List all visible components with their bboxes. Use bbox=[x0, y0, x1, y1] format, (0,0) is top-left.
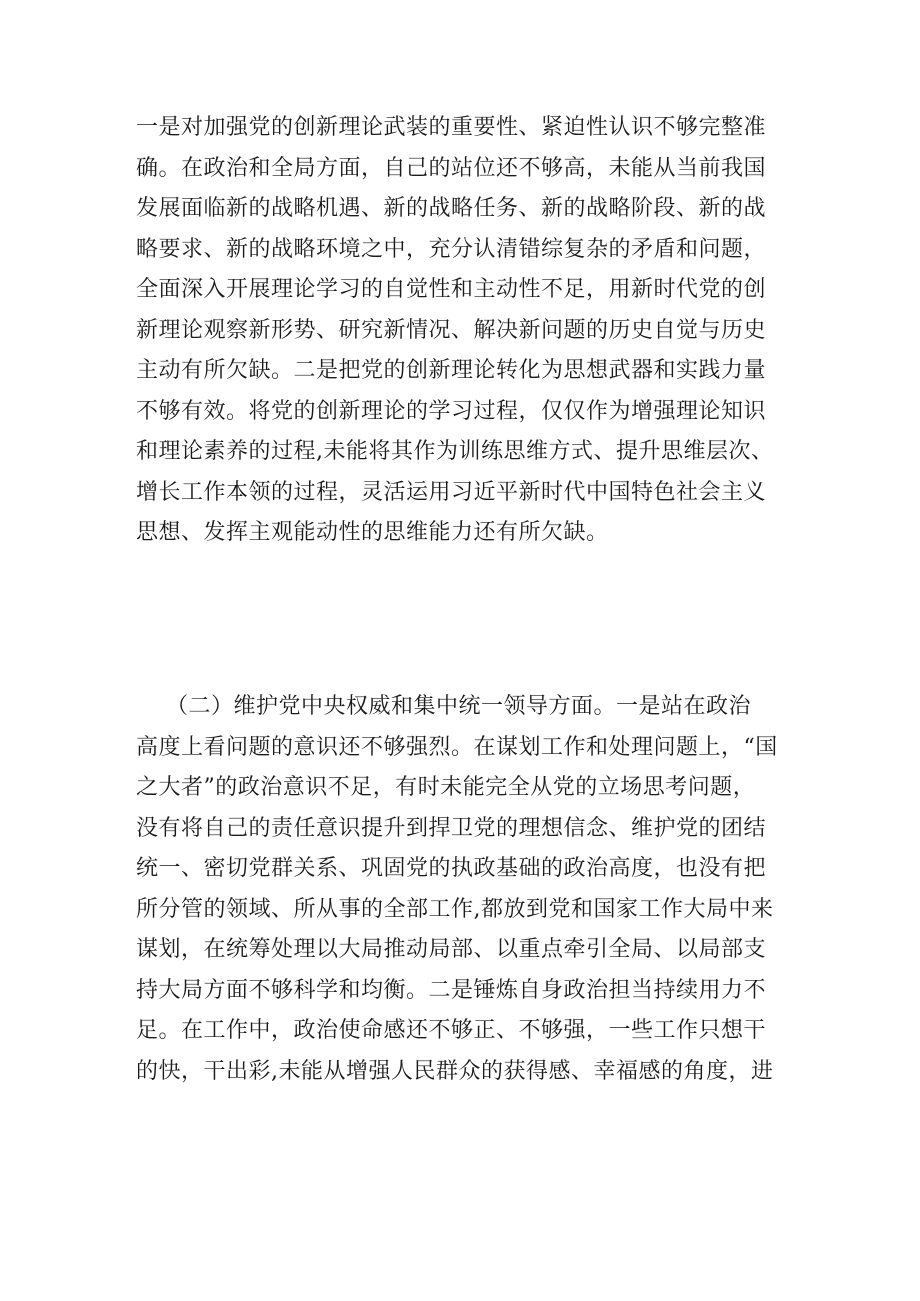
text-line: 的快，干出彩,未能从增强人民群众的获得感、幸福感的角度，进 bbox=[136, 1058, 774, 1084]
text-line: 统一、密切党群关系、巩固党的执政基础的政治高度，也没有把 bbox=[136, 856, 767, 881]
paragraph-1 bbox=[136, 108, 796, 554]
text-line: 主动有所欠缺。二是把党的创新理论转化为思想武器和实践力量 bbox=[136, 358, 767, 383]
text-line: 没有将自己的责任意识提升到捍卫党的理想信念、维护党的团结 bbox=[136, 815, 767, 841]
text-line: 略要求、新的战略环境之中，充分认清错综复杂的矛盾和问题， bbox=[136, 236, 767, 262]
text-line: （二）维护党中央权威和集中统一领导方面。一是站在政治 bbox=[136, 694, 751, 719]
text-line: 高度上看问题的意识还不够强烈。在谋划工作和处理问题上，“国 bbox=[136, 734, 778, 760]
paragraph-2 bbox=[136, 687, 796, 1092]
text-line: 足。在工作中，政治使命感还不够正、不够强，一些工作只想干 bbox=[136, 1018, 767, 1043]
text-line: 思想、发挥主观能动性的思维能力还有所欠缺。 bbox=[136, 520, 609, 545]
text-line: 所分管的领域、所从事的全部工作,都放到党和国家工作大局中来 bbox=[136, 896, 774, 922]
text-line: 全面深入开展理论学习的自觉性和主动性不足，用新时代党的创 bbox=[136, 277, 767, 302]
text-line: 增长工作本领的过程，灵活运用习近平新时代中国特色社会主义 bbox=[136, 479, 767, 505]
text-line: 不够有效。将党的创新理论的学习过程，仅仅作为增强理论知识 bbox=[136, 398, 767, 424]
text-line: 发展面临新的战略机遇、新的战略任务、新的战略阶段、新的战 bbox=[136, 196, 767, 221]
text-line: 之大者”的政治意识不足，有时未能完全从党的立场思考问题， bbox=[136, 775, 756, 800]
text-line: 谋划，在统筹处理以大局推动局部、以重点牵引全局、以局部支 bbox=[136, 937, 767, 962]
text-line: 持大局方面不够科学和均衡。二是锤炼自身政治担当持续用力不 bbox=[136, 977, 767, 1003]
text-line: 确。在政治和全局方面，自己的站位还不够高，未能从当前我国 bbox=[136, 155, 767, 181]
text-line: 新理论观察新形势、研究新情况、解决新问题的历史自觉与历史 bbox=[136, 317, 767, 343]
text-line: 和理论素养的过程,未能将其作为训练思维方式、提升思维层次、 bbox=[136, 439, 774, 464]
text-line: 一是对加强党的创新理论武装的重要性、紧迫性认识不够完整准 bbox=[136, 115, 767, 140]
